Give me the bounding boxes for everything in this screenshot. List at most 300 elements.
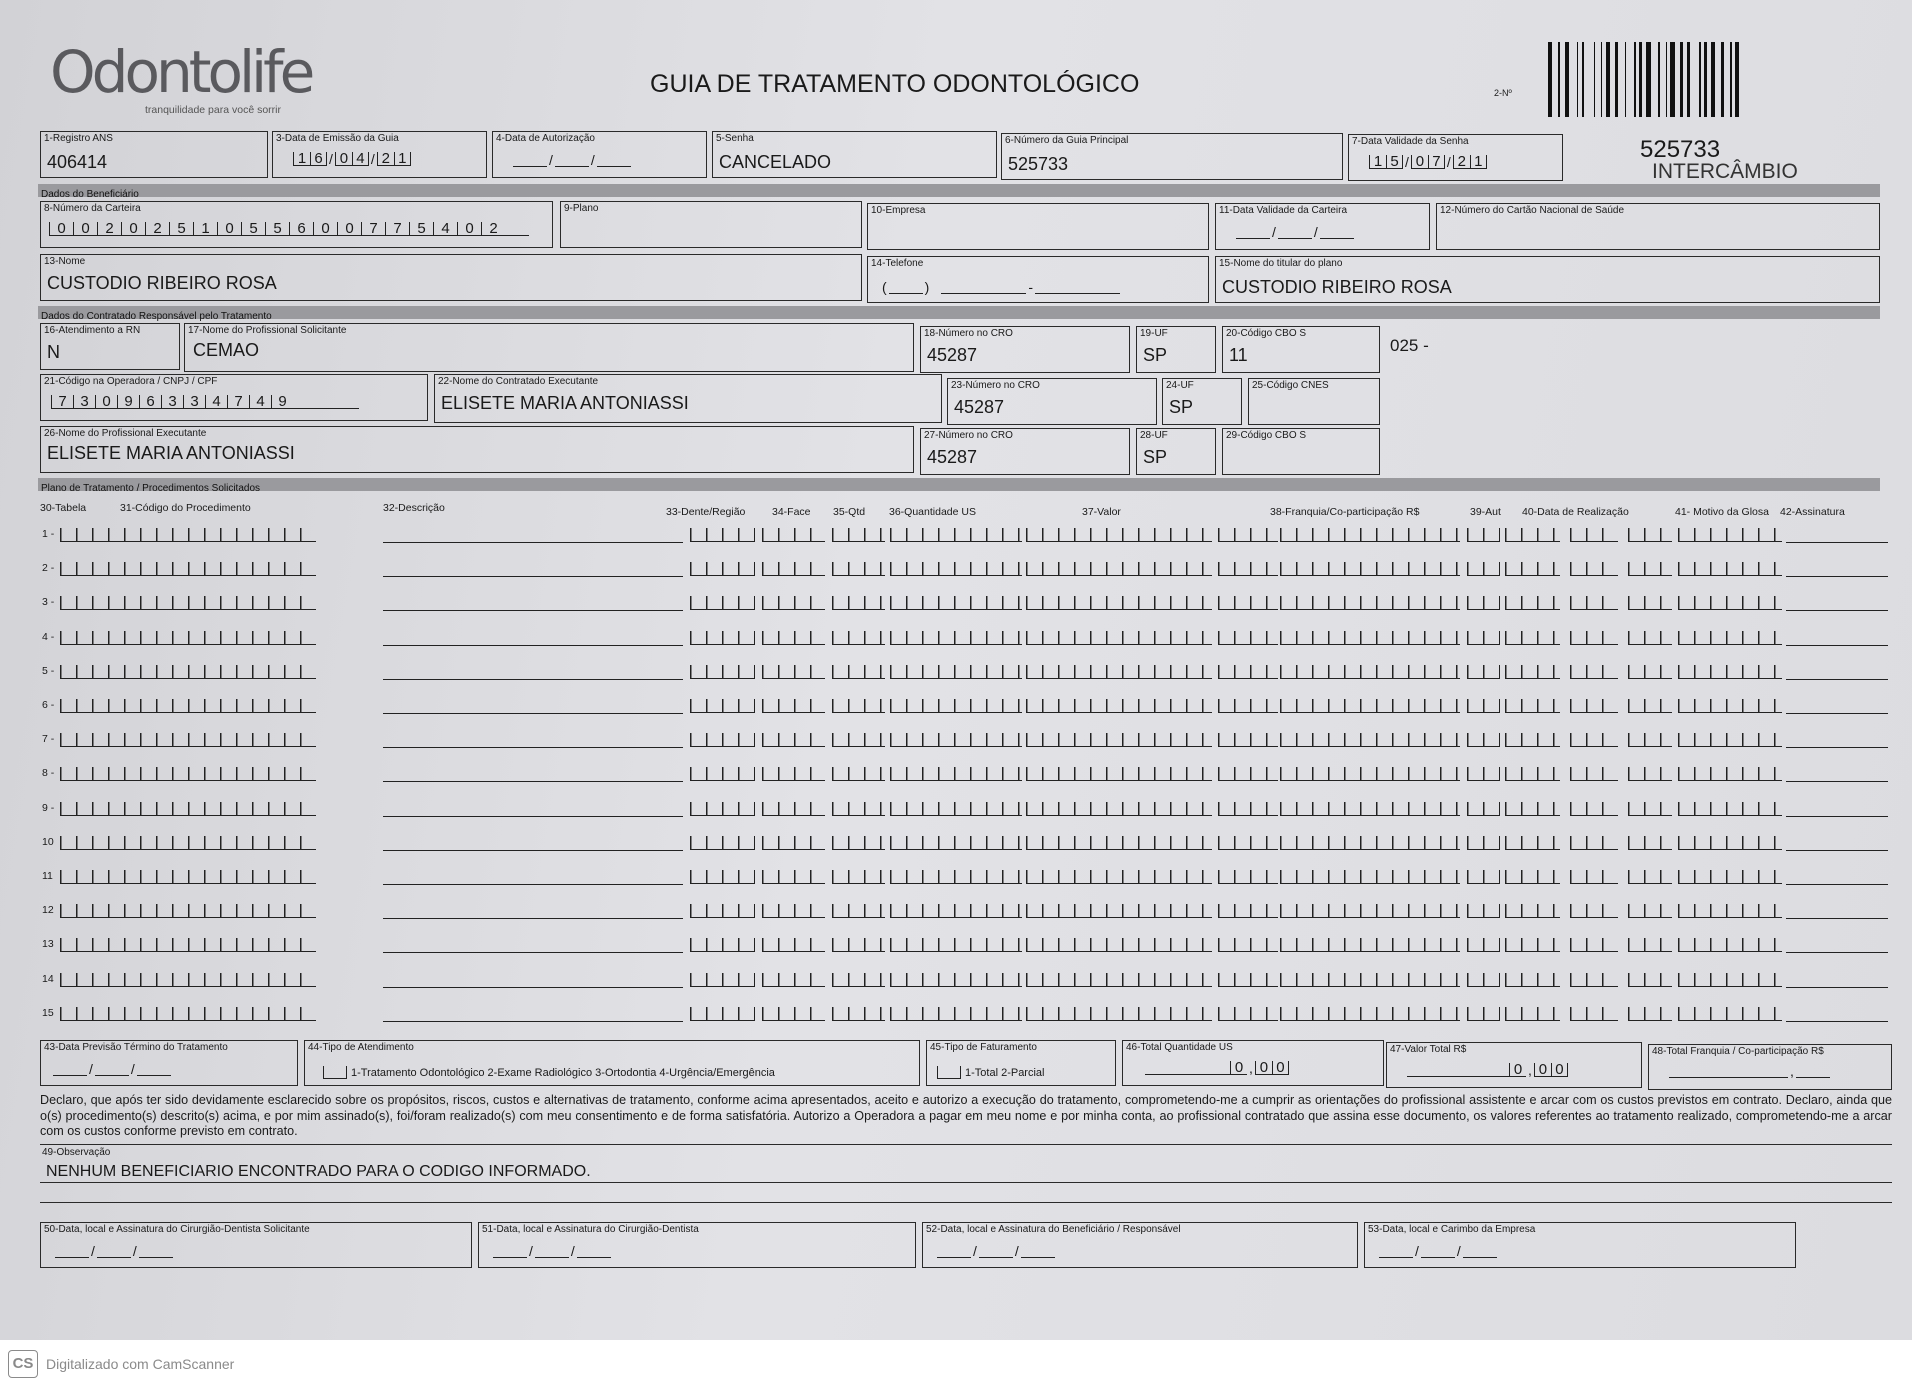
row-field[interactable] (890, 836, 1022, 850)
row-field[interactable] (1570, 904, 1618, 918)
odontolife-logo (50, 38, 312, 116)
barcode-bar (1594, 42, 1595, 117)
row-field[interactable] (1467, 528, 1500, 542)
row-field[interactable] (1678, 699, 1782, 713)
row-field[interactable] (60, 938, 316, 952)
row-field[interactable] (1505, 938, 1560, 952)
row-field[interactable] (690, 631, 755, 645)
barcode-bar (1548, 42, 1552, 117)
row-field[interactable] (383, 1021, 683, 1022)
row-field[interactable] (60, 836, 316, 850)
row-field[interactable] (1628, 802, 1672, 816)
row-field[interactable] (1467, 802, 1500, 816)
row-number: 9 - (42, 801, 55, 814)
row-field[interactable] (890, 973, 1022, 987)
row-field[interactable] (1678, 1007, 1782, 1021)
row-field[interactable] (1786, 679, 1888, 680)
row-field[interactable] (1786, 918, 1888, 919)
barcode-bar (1711, 42, 1715, 117)
row-field[interactable] (1280, 631, 1460, 645)
row-number: 14 (42, 972, 54, 985)
row-field[interactable] (1505, 528, 1560, 542)
row-field[interactable] (890, 699, 1022, 713)
row-field[interactable] (1026, 767, 1212, 781)
row-field[interactable] (1786, 781, 1888, 782)
guide-type: INTERCÂMBIO (1652, 160, 1798, 183)
row-number: 13 (42, 938, 54, 951)
row-field[interactable] (832, 528, 885, 542)
row-field[interactable] (1570, 836, 1618, 850)
field-guia-principal: 6-Número da Guia Principal 525733 (1001, 133, 1343, 180)
row-field[interactable] (1467, 938, 1500, 952)
row-field[interactable] (1628, 528, 1672, 542)
barcode-bar (1606, 42, 1610, 117)
row-field[interactable] (1678, 938, 1782, 952)
row-field[interactable] (762, 596, 825, 610)
row-field[interactable] (762, 802, 825, 816)
row-field[interactable] (60, 802, 316, 816)
row-field[interactable] (1505, 767, 1560, 781)
row-field[interactable] (1026, 870, 1212, 884)
row-field[interactable] (1786, 816, 1888, 817)
row-field[interactable] (762, 836, 825, 850)
row-field[interactable] (1026, 528, 1212, 542)
row-field[interactable] (1026, 665, 1212, 679)
row-field[interactable] (60, 665, 316, 679)
row-field[interactable] (1786, 850, 1888, 851)
row-field[interactable] (890, 767, 1022, 781)
row-field[interactable] (832, 904, 885, 918)
field-total-franquia: 48-Total Franquia / Co-participação R$ , (1648, 1044, 1892, 1090)
row-field[interactable] (60, 973, 316, 987)
row-field[interactable] (1786, 952, 1888, 953)
row-field[interactable] (383, 713, 683, 714)
row-field[interactable] (890, 665, 1022, 679)
validade-senha-comb: 1 5 / 0 7 / 2 1 (1369, 155, 1487, 169)
row-field[interactable] (1628, 767, 1672, 781)
row-field[interactable] (832, 665, 885, 679)
row-field[interactable] (1505, 596, 1560, 610)
row-field[interactable] (690, 596, 755, 610)
row-field[interactable] (690, 938, 755, 952)
row-field[interactable] (1628, 973, 1672, 987)
row-field[interactable] (1628, 665, 1672, 679)
field-empresa: 10-Empresa (867, 203, 1209, 250)
row-field[interactable] (1218, 596, 1278, 610)
row-field[interactable] (1280, 904, 1460, 918)
row-field[interactable] (890, 528, 1022, 542)
row-field[interactable] (1628, 596, 1672, 610)
row-field[interactable] (1026, 973, 1212, 987)
row-field[interactable] (383, 747, 683, 748)
numero-carteira-comb: 0 0 2 0 2 5 1 0 5 5 6 0 0 7 7 5 4 0 2 (49, 222, 529, 236)
row-field[interactable] (60, 870, 316, 884)
row-field[interactable] (60, 528, 316, 542)
col-tabela: 30-Tabela (40, 502, 87, 514)
row-field[interactable] (1218, 938, 1278, 952)
row-field[interactable] (1570, 1007, 1618, 1021)
row-field[interactable] (1570, 870, 1618, 884)
row-field[interactable] (690, 528, 755, 542)
row-field[interactable] (383, 850, 683, 851)
row-field[interactable] (832, 596, 885, 610)
field-uf-19: 19-UF SP (1136, 326, 1216, 373)
row-field[interactable] (1218, 870, 1278, 884)
row-field[interactable] (60, 904, 316, 918)
row-field[interactable] (1026, 699, 1212, 713)
row-number: 11 (42, 870, 53, 882)
row-field[interactable] (1505, 699, 1560, 713)
row-number: 3 - (42, 596, 55, 609)
row-field[interactable] (890, 938, 1022, 952)
barcode-bar (1639, 42, 1642, 117)
row-field[interactable] (1570, 596, 1618, 610)
row-number: 4 - (42, 630, 55, 643)
row-field[interactable] (690, 733, 755, 747)
row-field[interactable] (1280, 938, 1460, 952)
row-field[interactable] (1218, 562, 1278, 576)
row-field[interactable] (383, 576, 683, 577)
field-telefone: 14-Telefone ( ) - (867, 256, 1209, 303)
row-field[interactable] (1467, 596, 1500, 610)
row-field[interactable] (890, 1007, 1022, 1021)
row-field[interactable] (383, 679, 683, 680)
row-field[interactable] (1280, 596, 1460, 610)
row-field[interactable] (1786, 713, 1888, 714)
row-field[interactable] (1280, 665, 1460, 679)
observacao-label: 49-Observação (42, 1147, 111, 1158)
row-field[interactable] (383, 542, 683, 543)
row-field[interactable] (1218, 836, 1278, 850)
col-descricao: 32-Descrição (383, 502, 445, 514)
barcode-bar (1615, 42, 1618, 117)
row-field[interactable] (832, 836, 885, 850)
row-field[interactable] (762, 733, 825, 747)
row-field[interactable] (1628, 1007, 1672, 1021)
row-field[interactable] (832, 1007, 885, 1021)
row-field[interactable] (1628, 699, 1672, 713)
row-field[interactable] (1570, 802, 1618, 816)
row-field[interactable] (1678, 562, 1782, 576)
field-assinatura-cirurgiao: 51-Data, local e Assinatura do Cirurgião-Dentista / / (478, 1222, 916, 1268)
row-field[interactable] (1678, 836, 1782, 850)
row-field[interactable] (890, 802, 1022, 816)
col-aut: 39-Aut (1470, 506, 1501, 518)
row-field[interactable] (1628, 836, 1672, 850)
row-field[interactable] (762, 973, 825, 987)
row-field[interactable] (383, 816, 683, 817)
row-field[interactable] (1280, 562, 1460, 576)
row-field[interactable] (690, 973, 755, 987)
field-tipo-atendimento: 44-Tipo de Atendimento 1-Tratamento Odontológico 2-Exame Radiológico 3-Ortodontia 4-Urgência/Emergência (304, 1040, 920, 1086)
row-field[interactable] (60, 767, 316, 781)
row-field[interactable] (60, 1007, 316, 1021)
row-field[interactable] (1786, 884, 1888, 885)
row-field[interactable] (1218, 1007, 1278, 1021)
row-field[interactable] (1505, 973, 1560, 987)
field-senha: 5-Senha CANCELADO (712, 131, 997, 178)
row-field[interactable] (1786, 645, 1888, 646)
field-registro-ans: 1-Registro ANS 406414 (40, 131, 268, 178)
row-number: 10 (42, 835, 54, 848)
tipo-atendimento-input[interactable] (323, 1066, 347, 1079)
field-cbo-20: 20-Código CBO S 11 (1222, 326, 1380, 373)
row-field[interactable] (1218, 631, 1278, 645)
row-field[interactable] (832, 767, 885, 781)
row-field[interactable] (383, 884, 683, 885)
row-number: 7 - (42, 733, 55, 746)
row-field[interactable] (1678, 870, 1782, 884)
row-field[interactable] (1467, 1007, 1500, 1021)
row-field[interactable] (1218, 973, 1278, 987)
row-field[interactable] (762, 767, 825, 781)
row-field[interactable] (1570, 562, 1618, 576)
row-field[interactable] (1570, 767, 1618, 781)
cbo-extra: 025 - (1390, 336, 1429, 355)
row-field[interactable] (1678, 802, 1782, 816)
row-field[interactable] (832, 733, 885, 747)
row-field[interactable] (1218, 699, 1278, 713)
row-field[interactable] (890, 596, 1022, 610)
row-field[interactable] (1026, 836, 1212, 850)
row-field[interactable] (1280, 1007, 1460, 1021)
copy-mark: 2-Nº (1494, 88, 1512, 98)
row-field[interactable] (1786, 987, 1888, 988)
row-field[interactable] (1218, 665, 1278, 679)
row-field[interactable] (690, 802, 755, 816)
row-field[interactable] (60, 733, 316, 747)
row-field[interactable] (1218, 733, 1278, 747)
codigo-operadora-comb: 7 3 0 9 6 3 3 4 7 4 9 (51, 395, 359, 409)
row-field[interactable] (762, 904, 825, 918)
row-field[interactable] (1505, 870, 1560, 884)
field-valor-total: 47-Valor Total R$ 0 , 0 0 (1386, 1042, 1642, 1088)
field-data-autorizacao: 4-Data de Autorização / / (492, 131, 707, 178)
row-field[interactable] (762, 665, 825, 679)
row-field[interactable] (1280, 836, 1460, 850)
row-field[interactable] (1505, 665, 1560, 679)
row-field[interactable] (1678, 528, 1782, 542)
row-field[interactable] (832, 973, 885, 987)
barcode-bar (1680, 42, 1683, 117)
field-cnes: 25-Código CNES (1248, 378, 1380, 425)
tipo-faturamento-input[interactable] (937, 1066, 961, 1079)
row-field[interactable] (1678, 973, 1782, 987)
row-field[interactable] (762, 1007, 825, 1021)
camscanner-badge-icon: CS (8, 1350, 38, 1378)
row-field[interactable] (1026, 938, 1212, 952)
row-field[interactable] (1678, 631, 1782, 645)
row-field[interactable] (1218, 904, 1278, 918)
row-field[interactable] (1786, 747, 1888, 748)
row-field[interactable] (1280, 733, 1460, 747)
field-carimbo-empresa: 53-Data, local e Carimbo da Empresa / / (1364, 1222, 1796, 1268)
row-field[interactable] (890, 904, 1022, 918)
field-codigo-operadora: 21-Código na Operadora / CNPJ / CPF 7 3 0 9 6 3 3 4 7 4 9 (40, 374, 428, 421)
col-qtd-us: 36-Quantidade US (889, 506, 976, 518)
row-field[interactable] (762, 870, 825, 884)
row-field[interactable] (832, 631, 885, 645)
row-field[interactable] (762, 631, 825, 645)
row-field[interactable] (690, 699, 755, 713)
section-plano: Plano de Tratamento / Procedimentos Solicitados (38, 478, 1880, 491)
row-field[interactable] (762, 699, 825, 713)
field-data-previsao: 43-Data Previsão Término do Tratamento / / (40, 1040, 298, 1086)
row-field[interactable] (1026, 562, 1212, 576)
row-field[interactable] (1570, 631, 1618, 645)
row-field[interactable] (1505, 836, 1560, 850)
col-qtd: 35-Qtd (833, 506, 866, 518)
row-field[interactable] (1467, 562, 1500, 576)
row-field[interactable] (1467, 733, 1500, 747)
row-field[interactable] (1505, 733, 1560, 747)
barcode-bar (1666, 42, 1667, 117)
barcode-bar (1704, 42, 1707, 117)
row-field[interactable] (890, 562, 1022, 576)
row-field[interactable] (1467, 665, 1500, 679)
row-field[interactable] (1280, 973, 1460, 987)
row-field[interactable] (1467, 973, 1500, 987)
row-field[interactable] (1280, 528, 1460, 542)
row-field[interactable] (1678, 904, 1782, 918)
row-field[interactable] (1628, 938, 1672, 952)
row-field[interactable] (1628, 733, 1672, 747)
field-cro-27: 27-Número no CRO 45287 (920, 428, 1130, 475)
row-field[interactable] (890, 870, 1022, 884)
row-field[interactable] (1678, 665, 1782, 679)
row-field[interactable] (1570, 665, 1618, 679)
row-field[interactable] (1026, 596, 1212, 610)
barcode-bar (1634, 42, 1635, 117)
row-field[interactable] (60, 596, 316, 610)
row-number: 15 (42, 1006, 54, 1019)
row-field[interactable] (890, 631, 1022, 645)
logo-text: Odontolife (50, 38, 312, 106)
field-atendimento-rn: 16-Atendimento a RN N (40, 323, 180, 370)
row-field[interactable] (60, 562, 316, 576)
field-titular: 15-Nome do titular do plano CUSTODIO RIBEIRO ROSA (1215, 256, 1880, 303)
row-field[interactable] (1570, 528, 1618, 542)
row-field[interactable] (1678, 767, 1782, 781)
row-field[interactable] (690, 1007, 755, 1021)
row-field[interactable] (1026, 631, 1212, 645)
row-number: 6 - (42, 699, 55, 711)
row-field[interactable] (1786, 542, 1888, 543)
row-field[interactable] (60, 699, 316, 713)
row-field[interactable] (1280, 699, 1460, 713)
row-field[interactable] (690, 870, 755, 884)
row-field[interactable] (762, 938, 825, 952)
row-field[interactable] (383, 918, 683, 919)
row-field[interactable] (890, 733, 1022, 747)
col-codigo: 31-Código do Procedimento (120, 502, 251, 514)
row-field[interactable] (1280, 767, 1460, 781)
row-field[interactable] (1678, 733, 1782, 747)
row-field[interactable] (1467, 767, 1500, 781)
row-field[interactable] (1467, 699, 1500, 713)
row-field[interactable] (762, 528, 825, 542)
row-field[interactable] (1218, 528, 1278, 542)
declaration-text: Declaro, que após ter sido devidamente esclarecido sobre os propósitos, riscos, custos e alternativas de tratamento, conforme acima apresentados, aceito e autorizo a execução do tratamento, comprometendo-me a cumprir as orientações do profissional assistente e arcar com os custos previstos em contrato. Declaro, ainda que o(s) procedimento(s) descrito(s) acima, e por mim assinado(s), foi/foram realizado(s) com meu consentimento e de forma satisfatória. Autorizo a Operadora a pagar em meu nome e por minha conta, ao profissional contratado que assina esse documento, os valores referentes ao tratamento realizado, comprometendo-me a arcar com os custos conforme previsto em contrato. (40, 1093, 1892, 1138)
row-field[interactable] (1678, 596, 1782, 610)
row-field[interactable] (1467, 870, 1500, 884)
barcode-bar (1625, 42, 1626, 117)
field-assinatura-beneficiario: 52-Data, local e Assinatura do Beneficiário / Responsável / / (922, 1222, 1358, 1268)
row-field[interactable] (1505, 802, 1560, 816)
row-field[interactable] (1026, 802, 1212, 816)
row-field[interactable] (832, 562, 885, 576)
row-field[interactable] (1786, 1021, 1888, 1022)
row-field[interactable] (60, 631, 316, 645)
barcode-bar (1670, 42, 1674, 117)
data-emissao-comb: 1 6 / 0 4 / 2 1 (293, 152, 411, 166)
row-field[interactable] (1505, 631, 1560, 645)
row-field[interactable] (383, 952, 683, 953)
barcode-bar (1730, 42, 1731, 117)
barcode-bar (1646, 42, 1650, 117)
row-field[interactable] (1570, 733, 1618, 747)
row-number: 1 - (42, 528, 55, 540)
field-contratado-executante: 22-Nome do Contratado Executante ELISETE MARIA ANTONIASSI (434, 374, 942, 423)
row-field[interactable] (1467, 904, 1500, 918)
row-field[interactable] (690, 665, 755, 679)
row-field[interactable] (383, 781, 683, 782)
row-field[interactable] (690, 836, 755, 850)
row-field[interactable] (690, 562, 755, 576)
row-field[interactable] (383, 610, 683, 611)
col-dente: 33-Dente/Região (666, 506, 746, 518)
row-field[interactable] (1467, 631, 1500, 645)
row-field[interactable] (1570, 938, 1618, 952)
observacao-value: NENHUM BENEFICIARIO ENCONTRADO PARA O CODIGO INFORMADO. (46, 1163, 591, 1180)
row-field[interactable] (1026, 904, 1212, 918)
row-field[interactable] (1628, 904, 1672, 918)
row-field[interactable] (1786, 610, 1888, 611)
row-field[interactable] (383, 645, 683, 646)
field-nome: 13-Nome CUSTODIO RIBEIRO ROSA (40, 254, 862, 301)
row-field[interactable] (1628, 631, 1672, 645)
field-uf-24: 24-UF SP (1162, 378, 1242, 425)
row-field[interactable] (832, 870, 885, 884)
row-field[interactable] (1280, 870, 1460, 884)
col-franquia: 38-Franquia/Co-participação R$ (1270, 506, 1420, 518)
row-field[interactable] (383, 987, 683, 988)
row-field[interactable] (1505, 1007, 1560, 1021)
senha-value: CANCELADO (719, 152, 832, 172)
row-field[interactable] (1467, 836, 1500, 850)
row-field[interactable] (1628, 870, 1672, 884)
row-field[interactable] (690, 904, 755, 918)
row-field[interactable] (832, 802, 885, 816)
row-field[interactable] (832, 938, 885, 952)
row-field[interactable] (1628, 562, 1672, 576)
row-field[interactable] (1786, 576, 1888, 577)
row-field[interactable] (690, 767, 755, 781)
row-field[interactable] (1026, 733, 1212, 747)
row-field[interactable] (1570, 699, 1618, 713)
row-field[interactable] (1218, 767, 1278, 781)
row-field[interactable] (1505, 904, 1560, 918)
row-field[interactable] (832, 699, 885, 713)
row-field[interactable] (762, 562, 825, 576)
field-plano: 9-Plano (560, 201, 862, 248)
row-field[interactable] (1280, 802, 1460, 816)
barcode-bar (1565, 42, 1569, 117)
row-field[interactable] (1218, 802, 1278, 816)
row-field[interactable] (1026, 1007, 1212, 1021)
row-field[interactable] (1570, 973, 1618, 987)
row-field[interactable] (1505, 562, 1560, 576)
